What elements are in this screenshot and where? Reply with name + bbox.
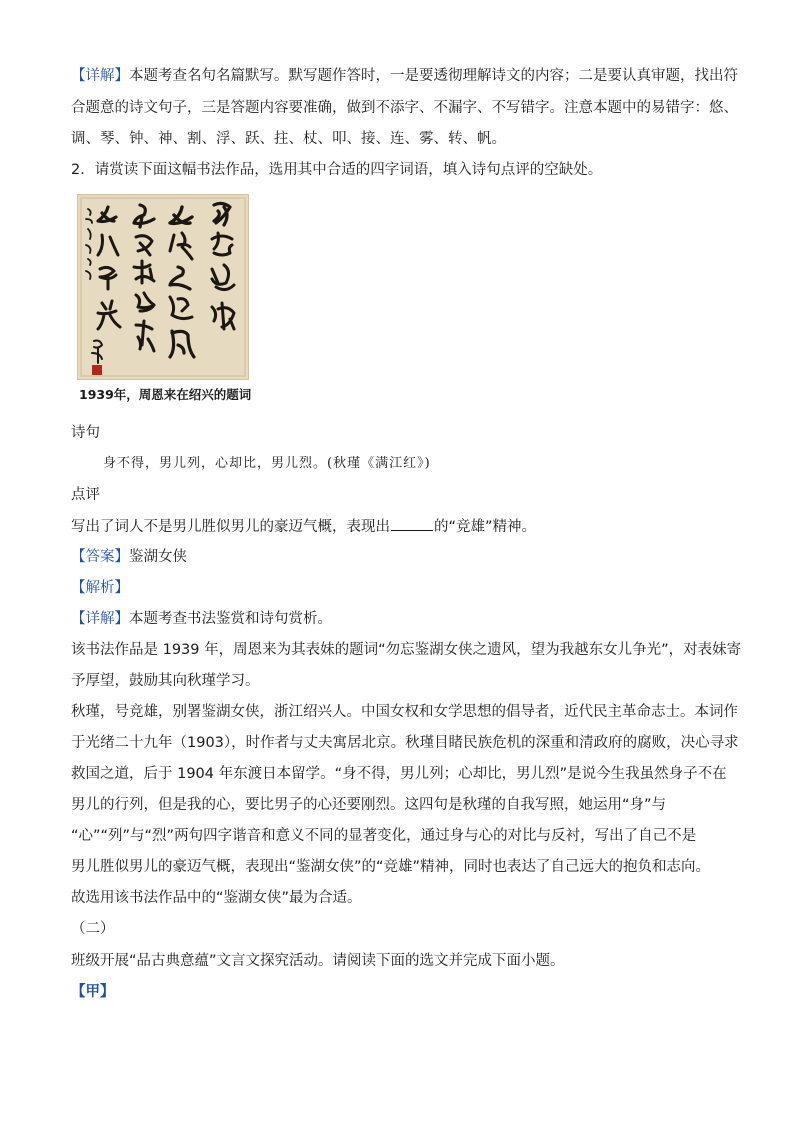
detail-paragraph-line-2: 合题意的诗文句子，三是答题内容要准确，做到不添字、不漏字、不写错字。注意本题中的易错字：悠、	[71, 100, 738, 116]
detail-tag: 【详解】	[71, 68, 129, 84]
detail-paragraph-line-1: 【详解】本题考查名句名篇默写。默写题作答时，一是要透彻理解诗文的内容；二是要认真审题，找出符	[71, 68, 738, 84]
analysis-tag: 【解析】	[71, 580, 129, 596]
activity-instructions: 班级开展“品古典意蕴”文言文探究活动。请阅读下面的选文并完成下面小题。	[71, 953, 565, 969]
answer-line	[71, 547, 731, 567]
question-2: 2．请赏读下面这幅书法作品，选用其中合适的四字词语，填入诗句点评的空缺处。	[71, 162, 603, 178]
body-line-4: 于光绪二十九年（1903），时作者与丈夫寓居北京。秋瑾目睹民族危机的深重和清政府的腐败，决心寻求	[71, 735, 739, 751]
comment-text: 写出了词人不是男儿胜似男儿的豪迈气概，表现出 的“竞雄”精神。	[71, 516, 731, 537]
comment-label: 点评	[71, 487, 100, 503]
body-line-5: 救国之道，后于 1904 年东渡日本留学。“身不得，男儿列；心却比，男儿烈”是说今生我虽然身子不在	[71, 766, 727, 782]
body-line-2: 予厚望，鼓励其向秋瑾学习。	[71, 673, 260, 689]
section-heading: （二）	[71, 921, 115, 937]
answer-blank	[391, 516, 433, 531]
answer-text: 鉴湖女侠	[129, 549, 187, 565]
calligraphy-caption: 1939年，周恩来在绍兴的题词	[79, 387, 252, 402]
body-line-7: “心”“列”与“烈”两句四字谐音和意义不同的显著变化，通过身与心的对比与反衬，写出了自己不是	[71, 828, 697, 844]
detail-2-tag: 【详解】	[71, 611, 129, 627]
calligraphy-image	[77, 194, 249, 380]
poem-label: 诗句	[71, 425, 100, 441]
poem-text: 身不得，男儿列，心却比，男儿烈。(秋瑾《满江红》)	[103, 456, 431, 471]
body-line-6: 男儿的行列，但是我的心，要比男子的心还要刚烈。这四句是秋瑾的自我写照，她运用“身”与	[71, 797, 667, 813]
body-line-1: 该书法作品是 1939 年，周恩来为其表妹的题词“勿忘鉴湖女侠之遗风，望为我越东女儿争光”，对表妹寄	[71, 642, 742, 658]
detail-2-line: 【详解】本题考查书法鉴赏和诗句赏析。	[71, 611, 332, 627]
body-line-9: 故选用该书法作品中的“鉴湖女侠”最为合适。	[71, 890, 362, 906]
body-line-8: 男儿胜似男儿的豪迈气概，表现出“鉴湖女侠”的“竞雄”精神，同时也表达了自己远大的抱负和志向。	[71, 859, 711, 875]
body-line-3: 秋瑾，号竞雄，别署鉴湖女侠，浙江绍兴人。中国女权和女学思想的倡导者，近代民主革命志士。本词作	[71, 704, 738, 720]
passage-jia-tag: 【甲】	[71, 984, 115, 1000]
answer-tag: 【答案】	[71, 549, 129, 565]
detail-paragraph-line-3: 调、琴、钟、神、割、浮、跃、拄、杖、叩、接、连、雾、转、帆。	[71, 131, 506, 147]
